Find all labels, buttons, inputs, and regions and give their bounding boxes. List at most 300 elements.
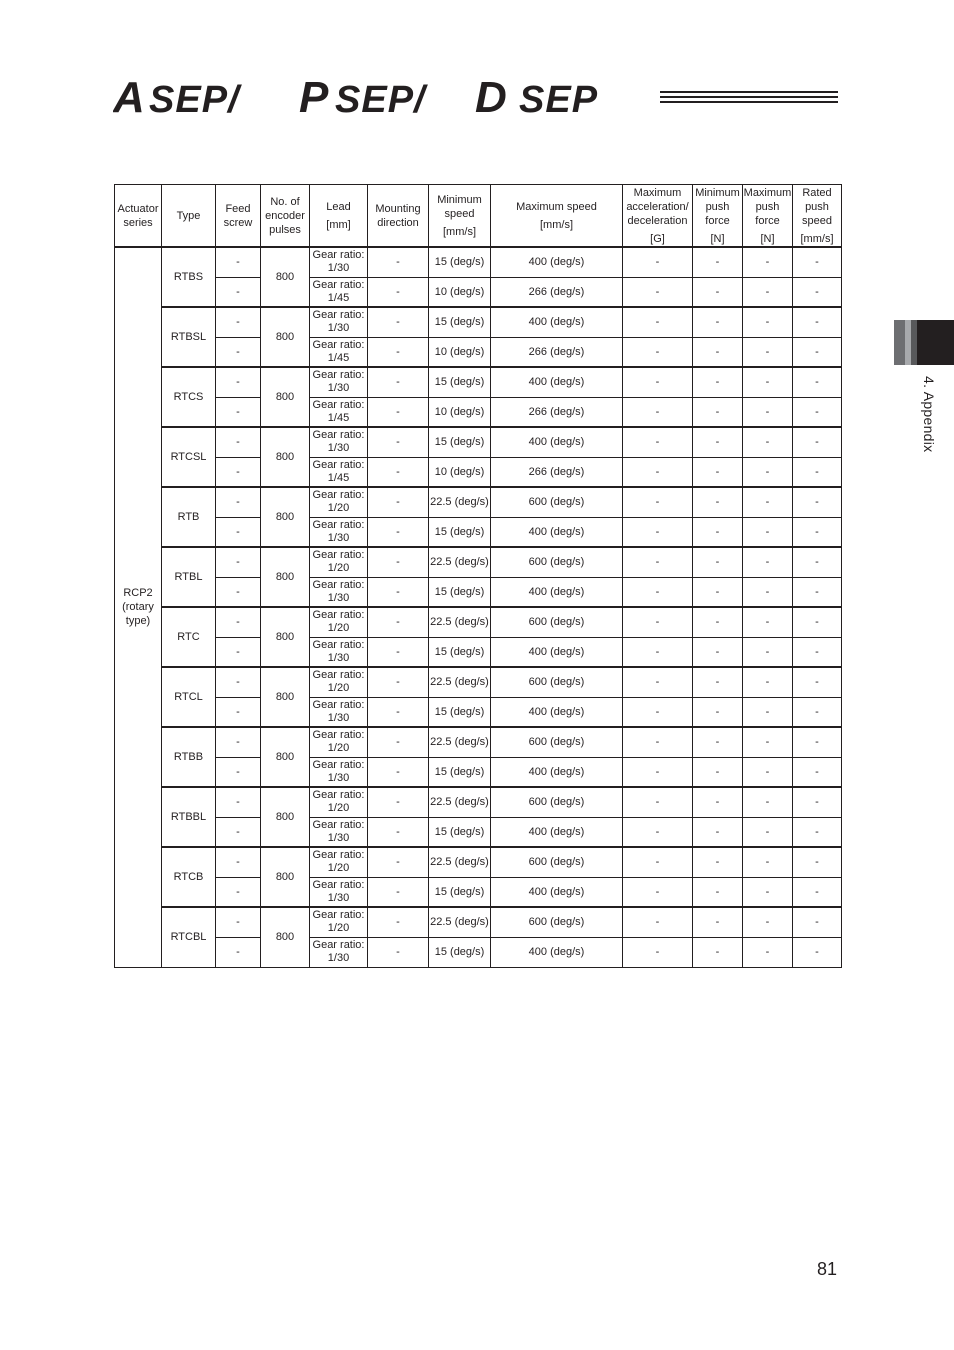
mounting-direction-cell: -	[368, 247, 429, 277]
min-speed-cell: 22.5 (deg/s)	[429, 847, 491, 877]
type-cell: RTBSL	[162, 307, 216, 367]
table-row	[115, 727, 842, 757]
type-cell: RTCSL	[162, 427, 216, 487]
max-speed-cell: 400 (deg/s)	[491, 637, 623, 667]
min-push-force-cell: -	[693, 607, 743, 637]
type-cell: RTCS	[162, 367, 216, 427]
min-push-force-cell: -	[693, 517, 743, 547]
max-push-force-cell: -	[743, 577, 793, 607]
max-push-force-cell: -	[743, 877, 793, 907]
min-speed-cell: 22.5 (deg/s)	[429, 487, 491, 517]
encoder-pulses-cell: 800	[261, 427, 310, 487]
table-row	[115, 367, 842, 397]
table-row	[115, 247, 842, 277]
header-cell	[743, 185, 793, 248]
max-speed-cell: 400 (deg/s)	[491, 367, 623, 397]
max-push-force-cell: -	[743, 817, 793, 847]
min-speed-cell: 10 (deg/s)	[429, 277, 491, 307]
min-push-force-cell: -	[693, 637, 743, 667]
rated-push-speed-cell: -	[793, 607, 842, 637]
min-speed-cell: 22.5 (deg/s)	[429, 667, 491, 697]
min-push-force-cell: -	[693, 847, 743, 877]
max-speed-cell: 600 (deg/s)	[491, 487, 623, 517]
min-speed-cell: 15 (deg/s)	[429, 427, 491, 457]
max-acceleration-cell: -	[623, 667, 693, 697]
chapter-tab-marker	[894, 320, 954, 365]
header-label: Minimum speed	[437, 193, 482, 220]
table-row	[115, 337, 842, 367]
lead-cell: Gear ratio: 1/30	[310, 937, 368, 967]
encoder-pulses-cell: 800	[261, 727, 310, 787]
actuator-spec-table	[114, 184, 842, 968]
header-cell	[216, 185, 261, 248]
max-acceleration-cell: -	[623, 697, 693, 727]
feed-screw-cell: -	[216, 907, 261, 937]
max-push-force-cell: -	[743, 667, 793, 697]
mounting-direction-cell: -	[368, 817, 429, 847]
min-push-force-cell: -	[693, 247, 743, 277]
rated-push-speed-cell: -	[793, 757, 842, 787]
mounting-direction-cell: -	[368, 547, 429, 577]
max-speed-cell: 400 (deg/s)	[491, 577, 623, 607]
mounting-direction-cell: -	[368, 667, 429, 697]
min-push-force-cell: -	[693, 937, 743, 967]
min-speed-cell: 10 (deg/s)	[429, 457, 491, 487]
max-acceleration-cell: -	[623, 907, 693, 937]
max-push-force-cell: -	[743, 937, 793, 967]
max-acceleration-cell: -	[623, 397, 693, 427]
min-speed-cell: 15 (deg/s)	[429, 637, 491, 667]
max-push-force-cell: -	[743, 697, 793, 727]
table-row	[115, 697, 842, 727]
max-acceleration-cell: -	[623, 817, 693, 847]
header-cell	[115, 185, 162, 248]
max-acceleration-cell: -	[623, 427, 693, 457]
min-push-force-cell: -	[693, 547, 743, 577]
max-push-force-cell: -	[743, 367, 793, 397]
mounting-direction-cell: -	[368, 697, 429, 727]
mounting-direction-cell: -	[368, 277, 429, 307]
encoder-pulses-cell: 800	[261, 667, 310, 727]
type-cell: RTCBL	[162, 907, 216, 967]
header-cell	[491, 185, 623, 248]
rated-push-speed-cell: -	[793, 697, 842, 727]
table-row	[115, 667, 842, 697]
header-label: Minimum push force	[695, 186, 740, 227]
feed-screw-cell: -	[216, 247, 261, 277]
feed-screw-cell: -	[216, 787, 261, 817]
svg-text:D: D	[475, 76, 507, 120]
feed-screw-cell: -	[216, 697, 261, 727]
lead-cell: Gear ratio: 1/20	[310, 667, 368, 697]
max-speed-cell: 400 (deg/s)	[491, 937, 623, 967]
min-push-force-cell: -	[693, 667, 743, 697]
svg-text:P: P	[299, 76, 329, 120]
mounting-direction-cell: -	[368, 877, 429, 907]
type-cell: RTB	[162, 487, 216, 547]
mounting-direction-cell: -	[368, 727, 429, 757]
table-row	[115, 757, 842, 787]
min-speed-cell: 22.5 (deg/s)	[429, 547, 491, 577]
encoder-pulses-cell: 800	[261, 847, 310, 907]
table-row	[115, 487, 842, 517]
table-row	[115, 307, 842, 337]
mounting-direction-cell: -	[368, 577, 429, 607]
table-row	[115, 427, 842, 457]
max-acceleration-cell: -	[623, 847, 693, 877]
mounting-direction-cell: -	[368, 757, 429, 787]
lead-cell: Gear ratio: 1/30	[310, 757, 368, 787]
table-row	[115, 847, 842, 877]
max-acceleration-cell: -	[623, 937, 693, 967]
max-acceleration-cell: -	[623, 367, 693, 397]
max-speed-cell: 600 (deg/s)	[491, 907, 623, 937]
lead-cell: Gear ratio: 1/30	[310, 247, 368, 277]
rated-push-speed-cell: -	[793, 517, 842, 547]
table-header-row	[115, 185, 842, 248]
rated-push-speed-cell: -	[793, 637, 842, 667]
max-acceleration-cell: -	[623, 547, 693, 577]
rated-push-speed-cell: -	[793, 667, 842, 697]
svg-text:SEP: SEP	[519, 79, 599, 120]
lead-cell: Gear ratio: 1/20	[310, 787, 368, 817]
max-speed-cell: 266 (deg/s)	[491, 457, 623, 487]
mounting-direction-cell: -	[368, 427, 429, 457]
max-speed-cell: 400 (deg/s)	[491, 697, 623, 727]
max-acceleration-cell: -	[623, 307, 693, 337]
mounting-direction-cell: -	[368, 787, 429, 817]
max-speed-cell: 600 (deg/s)	[491, 607, 623, 637]
max-acceleration-cell: -	[623, 577, 693, 607]
rated-push-speed-cell: -	[793, 877, 842, 907]
max-push-force-cell: -	[743, 517, 793, 547]
max-push-force-cell: -	[743, 847, 793, 877]
max-acceleration-cell: -	[623, 757, 693, 787]
encoder-pulses-cell: 800	[261, 487, 310, 547]
header-unit: [mm/s]	[540, 218, 573, 231]
table-row	[115, 517, 842, 547]
feed-screw-cell: -	[216, 637, 261, 667]
max-acceleration-cell: -	[623, 457, 693, 487]
mounting-direction-cell: -	[368, 397, 429, 427]
header-cell	[693, 185, 743, 248]
series-cell: RCP2 (rotary type)	[115, 247, 162, 967]
lead-cell: Gear ratio: 1/30	[310, 427, 368, 457]
encoder-pulses-cell: 800	[261, 547, 310, 607]
mounting-direction-cell: -	[368, 337, 429, 367]
max-speed-cell: 600 (deg/s)	[491, 787, 623, 817]
mounting-direction-cell: -	[368, 487, 429, 517]
header-cell	[310, 185, 368, 248]
rated-push-speed-cell: -	[793, 847, 842, 877]
lead-cell: Gear ratio: 1/20	[310, 847, 368, 877]
lead-cell: Gear ratio: 1/45	[310, 397, 368, 427]
min-speed-cell: 15 (deg/s)	[429, 937, 491, 967]
feed-screw-cell: -	[216, 577, 261, 607]
max-speed-cell: 400 (deg/s)	[491, 517, 623, 547]
mounting-direction-cell: -	[368, 937, 429, 967]
table-row	[115, 277, 842, 307]
min-push-force-cell: -	[693, 877, 743, 907]
type-cell: RTBL	[162, 547, 216, 607]
min-push-force-cell: -	[693, 457, 743, 487]
max-push-force-cell: -	[743, 637, 793, 667]
svg-text:A: A	[113, 76, 144, 120]
lead-cell: Gear ratio: 1/45	[310, 337, 368, 367]
min-speed-cell: 22.5 (deg/s)	[429, 787, 491, 817]
rated-push-speed-cell: -	[793, 457, 842, 487]
header-label: Lead	[326, 200, 351, 213]
lead-cell: Gear ratio: 1/45	[310, 277, 368, 307]
type-cell: RTCL	[162, 667, 216, 727]
min-push-force-cell: -	[693, 817, 743, 847]
table-row	[115, 877, 842, 907]
mounting-direction-cell: -	[368, 607, 429, 637]
feed-screw-cell: -	[216, 277, 261, 307]
rated-push-speed-cell: -	[793, 247, 842, 277]
max-speed-cell: 600 (deg/s)	[491, 727, 623, 757]
min-push-force-cell: -	[693, 727, 743, 757]
logo-rule-lines	[660, 91, 838, 111]
max-push-force-cell: -	[743, 607, 793, 637]
table-body	[115, 247, 842, 967]
max-push-force-cell: -	[743, 727, 793, 757]
max-acceleration-cell: -	[623, 277, 693, 307]
type-cell: RTCB	[162, 847, 216, 907]
table-row	[115, 607, 842, 637]
lead-cell: Gear ratio: 1/30	[310, 817, 368, 847]
table-row	[115, 637, 842, 667]
feed-screw-cell: -	[216, 727, 261, 757]
min-speed-cell: 15 (deg/s)	[429, 757, 491, 787]
max-push-force-cell: -	[743, 307, 793, 337]
type-cell: RTC	[162, 607, 216, 667]
min-push-force-cell: -	[693, 307, 743, 337]
min-push-force-cell: -	[693, 757, 743, 787]
encoder-pulses-cell: 800	[261, 607, 310, 667]
min-speed-cell: 15 (deg/s)	[429, 697, 491, 727]
rated-push-speed-cell: -	[793, 787, 842, 817]
lead-cell: Gear ratio: 1/30	[310, 637, 368, 667]
header-label: Maximum acceleration/ deceleration	[626, 186, 689, 227]
feed-screw-cell: -	[216, 307, 261, 337]
rated-push-speed-cell: -	[793, 817, 842, 847]
table-row	[115, 787, 842, 817]
rated-push-speed-cell: -	[793, 427, 842, 457]
feed-screw-cell: -	[216, 367, 261, 397]
min-speed-cell: 15 (deg/s)	[429, 367, 491, 397]
encoder-pulses-cell: 800	[261, 247, 310, 307]
max-speed-cell: 400 (deg/s)	[491, 757, 623, 787]
lead-cell: Gear ratio: 1/20	[310, 547, 368, 577]
max-acceleration-cell: -	[623, 637, 693, 667]
svg-text:SEP/: SEP/	[149, 79, 240, 120]
lead-cell: Gear ratio: 1/20	[310, 607, 368, 637]
mounting-direction-cell: -	[368, 457, 429, 487]
min-push-force-cell: -	[693, 337, 743, 367]
table-row	[115, 907, 842, 937]
min-speed-cell: 15 (deg/s)	[429, 577, 491, 607]
min-speed-cell: 22.5 (deg/s)	[429, 727, 491, 757]
feed-screw-cell: -	[216, 937, 261, 967]
min-push-force-cell: -	[693, 907, 743, 937]
min-speed-cell: 15 (deg/s)	[429, 307, 491, 337]
mounting-direction-cell: -	[368, 907, 429, 937]
table-row	[115, 937, 842, 967]
max-speed-cell: 266 (deg/s)	[491, 337, 623, 367]
table-row	[115, 397, 842, 427]
max-acceleration-cell: -	[623, 727, 693, 757]
header-cell	[162, 185, 216, 248]
header-label: Mounting direction	[375, 202, 421, 229]
max-speed-cell: 400 (deg/s)	[491, 877, 623, 907]
feed-screw-cell: -	[216, 457, 261, 487]
min-push-force-cell: -	[693, 487, 743, 517]
type-cell: RTBB	[162, 727, 216, 787]
max-push-force-cell: -	[743, 277, 793, 307]
header-unit: [mm/s]	[800, 232, 834, 245]
max-push-force-cell: -	[743, 757, 793, 787]
max-acceleration-cell: -	[623, 877, 693, 907]
header-unit: [N]	[710, 232, 725, 245]
min-push-force-cell: -	[693, 277, 743, 307]
min-speed-cell: 15 (deg/s)	[429, 877, 491, 907]
min-speed-cell: 10 (deg/s)	[429, 337, 491, 367]
lead-cell: Gear ratio: 1/30	[310, 517, 368, 547]
encoder-pulses-cell: 800	[261, 307, 310, 367]
encoder-pulses-cell: 800	[261, 907, 310, 967]
max-speed-cell: 400 (deg/s)	[491, 817, 623, 847]
header-unit: [N]	[760, 232, 775, 245]
max-push-force-cell: -	[743, 487, 793, 517]
rated-push-speed-cell: -	[793, 937, 842, 967]
lead-cell: Gear ratio: 1/30	[310, 577, 368, 607]
table-row	[115, 577, 842, 607]
header-cell	[429, 185, 491, 248]
rated-push-speed-cell: -	[793, 727, 842, 757]
rated-push-speed-cell: -	[793, 277, 842, 307]
max-speed-cell: 600 (deg/s)	[491, 667, 623, 697]
max-speed-cell: 266 (deg/s)	[491, 397, 623, 427]
encoder-pulses-cell: 800	[261, 367, 310, 427]
max-speed-cell: 400 (deg/s)	[491, 307, 623, 337]
rated-push-speed-cell: -	[793, 547, 842, 577]
feed-screw-cell: -	[216, 757, 261, 787]
max-push-force-cell: -	[743, 547, 793, 577]
header-label: Actuator series	[117, 202, 159, 229]
header-cell	[368, 185, 429, 248]
lead-cell: Gear ratio: 1/30	[310, 697, 368, 727]
feed-screw-cell: -	[216, 427, 261, 457]
rated-push-speed-cell: -	[793, 367, 842, 397]
max-acceleration-cell: -	[623, 517, 693, 547]
lead-cell: Gear ratio: 1/30	[310, 307, 368, 337]
table-row	[115, 457, 842, 487]
rated-push-speed-cell: -	[793, 487, 842, 517]
rated-push-speed-cell: -	[793, 307, 842, 337]
mounting-direction-cell: -	[368, 637, 429, 667]
min-push-force-cell: -	[693, 787, 743, 817]
feed-screw-cell: -	[216, 337, 261, 367]
product-logo	[113, 76, 653, 120]
table-header	[115, 185, 842, 248]
max-push-force-cell: -	[743, 457, 793, 487]
header-cell	[623, 185, 693, 248]
header-unit: [G]	[650, 232, 665, 245]
lead-cell: Gear ratio: 1/20	[310, 907, 368, 937]
header-label: Maximum speed	[516, 200, 597, 213]
header-cell	[793, 185, 842, 248]
max-acceleration-cell: -	[623, 487, 693, 517]
min-push-force-cell: -	[693, 397, 743, 427]
encoder-pulses-cell: 800	[261, 787, 310, 847]
max-push-force-cell: -	[743, 907, 793, 937]
min-push-force-cell: -	[693, 697, 743, 727]
max-speed-cell: 266 (deg/s)	[491, 277, 623, 307]
mounting-direction-cell: -	[368, 367, 429, 397]
table-row	[115, 817, 842, 847]
rated-push-speed-cell: -	[793, 577, 842, 607]
feed-screw-cell: -	[216, 607, 261, 637]
lead-cell: Gear ratio: 1/20	[310, 487, 368, 517]
feed-screw-cell: -	[216, 877, 261, 907]
max-speed-cell: 400 (deg/s)	[491, 427, 623, 457]
min-speed-cell: 15 (deg/s)	[429, 247, 491, 277]
type-cell: RTBBL	[162, 787, 216, 847]
min-speed-cell: 15 (deg/s)	[429, 817, 491, 847]
max-acceleration-cell: -	[623, 247, 693, 277]
type-cell: RTBS	[162, 247, 216, 307]
max-speed-cell: 600 (deg/s)	[491, 847, 623, 877]
min-push-force-cell: -	[693, 427, 743, 457]
max-push-force-cell: -	[743, 397, 793, 427]
max-push-force-cell: -	[743, 787, 793, 817]
header-label: Feed screw	[223, 202, 253, 229]
min-push-force-cell: -	[693, 577, 743, 607]
min-speed-cell: 15 (deg/s)	[429, 517, 491, 547]
svg-text:SEP/: SEP/	[335, 79, 426, 120]
mounting-direction-cell: -	[368, 847, 429, 877]
chapter-tab-label: 4. Appendix	[921, 376, 937, 453]
feed-screw-cell: -	[216, 487, 261, 517]
header-label: No. of encoder pulses	[265, 195, 305, 236]
table-row	[115, 547, 842, 577]
lead-cell: Gear ratio: 1/20	[310, 727, 368, 757]
max-acceleration-cell: -	[623, 337, 693, 367]
feed-screw-cell: -	[216, 667, 261, 697]
lead-cell: Gear ratio: 1/30	[310, 367, 368, 397]
page-number: 81	[817, 1259, 838, 1279]
feed-screw-cell: -	[216, 847, 261, 877]
rated-push-speed-cell: -	[793, 397, 842, 427]
min-speed-cell: 22.5 (deg/s)	[429, 607, 491, 637]
header-label: Rated push speed	[802, 186, 832, 227]
header-label: Type	[176, 209, 201, 222]
rated-push-speed-cell: -	[793, 337, 842, 367]
max-speed-cell: 400 (deg/s)	[491, 247, 623, 277]
header-label: Maximum push force	[743, 186, 792, 227]
max-speed-cell: 600 (deg/s)	[491, 547, 623, 577]
feed-screw-cell: -	[216, 817, 261, 847]
mounting-direction-cell: -	[368, 517, 429, 547]
max-acceleration-cell: -	[623, 607, 693, 637]
header-unit: [mm/s]	[443, 225, 476, 238]
header-unit: [mm]	[326, 218, 351, 231]
header-cell	[261, 185, 310, 248]
min-speed-cell: 22.5 (deg/s)	[429, 907, 491, 937]
lead-cell: Gear ratio: 1/30	[310, 877, 368, 907]
mounting-direction-cell: -	[368, 307, 429, 337]
